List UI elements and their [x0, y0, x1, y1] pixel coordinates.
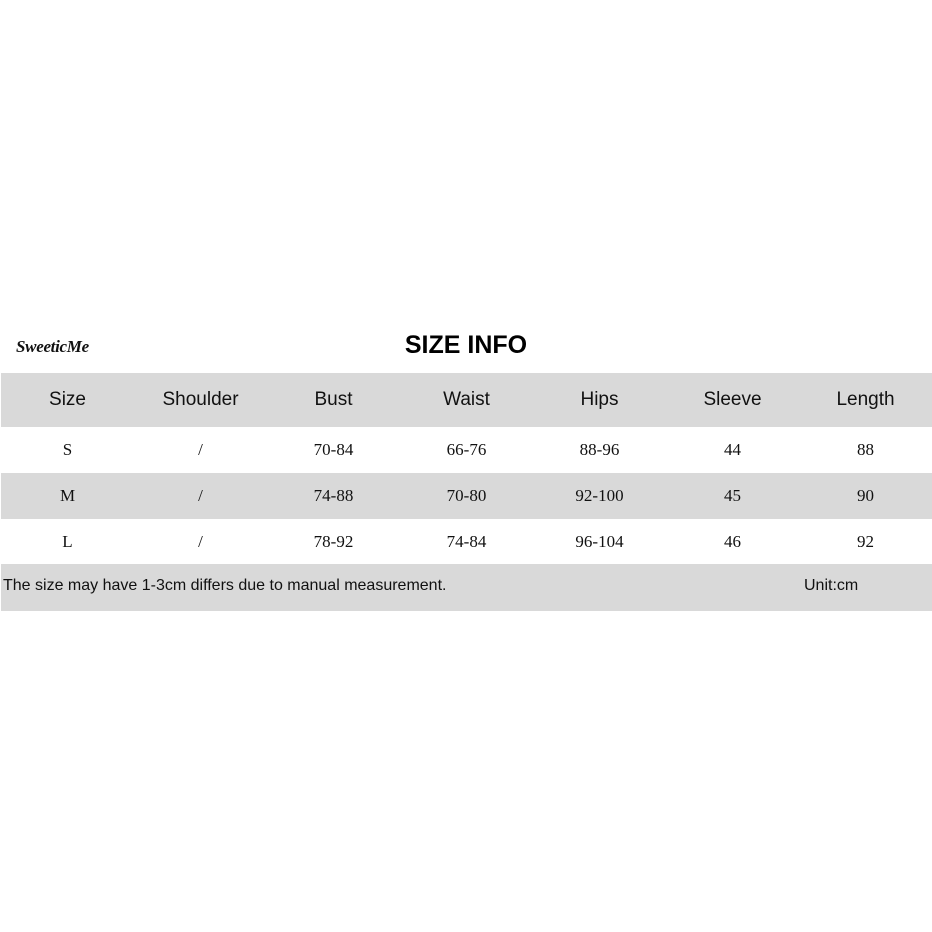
unit-label: Unit:cm [804, 577, 859, 594]
table-cell: 46 [724, 532, 741, 551]
header-length: Length [836, 389, 895, 410]
table-cell: / [198, 532, 203, 551]
footer-band [1, 564, 932, 611]
table-row [1, 427, 932, 473]
table-cell: 92-100 [575, 486, 624, 505]
table-cell: 88-96 [579, 440, 620, 459]
table-cell: 74-88 [313, 486, 354, 505]
table-row [1, 519, 932, 565]
page-title: SIZE INFO [404, 331, 528, 359]
header-size: Size [49, 389, 86, 410]
table-cell: 92 [857, 532, 874, 551]
table-cell: 70-80 [446, 486, 487, 505]
table-cell: 45 [724, 486, 741, 505]
table-cell: 78-92 [313, 532, 354, 551]
table-cell: 66-76 [446, 440, 487, 459]
header-bust: Bust [314, 389, 353, 410]
header-hips: Hips [580, 389, 619, 410]
table-cell: 44 [724, 440, 741, 459]
header-waist: Waist [443, 389, 490, 410]
measurement-note: The size may have 1-3cm differs due to manual measurement. [3, 577, 447, 594]
table-cell: L [62, 532, 73, 551]
table-cell: 74-84 [446, 532, 487, 551]
table-cell: 90 [857, 486, 874, 505]
table-cell: M [59, 486, 76, 505]
brand-logo: SweeticMe [16, 337, 89, 356]
table-cell: / [198, 486, 203, 505]
table-header-row [1, 373, 932, 427]
size-table [1, 373, 932, 565]
table-cell: 88 [857, 440, 874, 459]
table-cell: 96-104 [575, 532, 624, 551]
table-row [1, 473, 932, 519]
header-sleeve: Sleeve [703, 389, 762, 410]
table-cell: 70-84 [313, 440, 354, 459]
table-cell: S [62, 440, 73, 459]
table-cell: / [198, 440, 203, 459]
header-shoulder: Shoulder [162, 389, 239, 410]
